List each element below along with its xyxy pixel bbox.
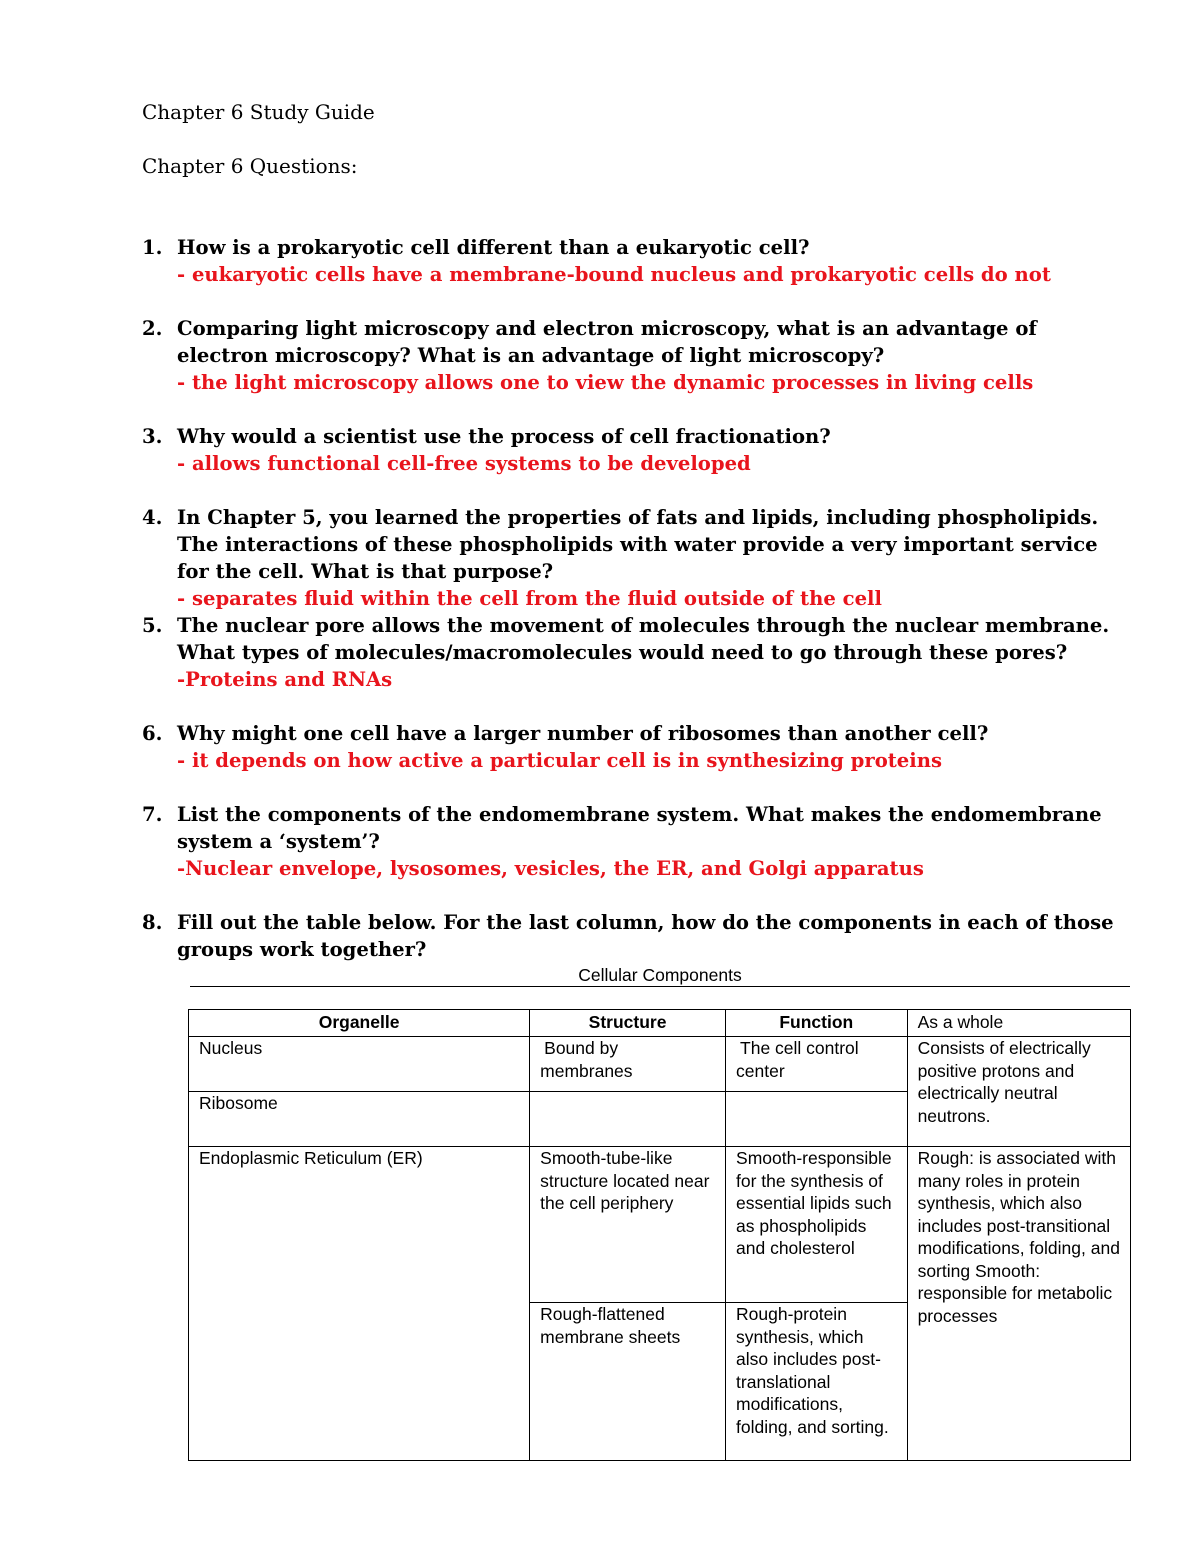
- cellular-components-table: [188, 1009, 1131, 1461]
- question-text: In Chapter 5, you learned the properties of fats and lipids, including phospholipids. The interactions of these phospholipids with water provide a very important service for the cell. What is that purpose?: [177, 506, 1099, 583]
- cell-organelle: Ribosome: [189, 1092, 530, 1147]
- header-structure: Structure: [530, 1010, 726, 1037]
- question-item: [142, 720, 1132, 774]
- question-item: [142, 234, 1132, 288]
- table-row: [189, 1037, 1131, 1092]
- header-organelle: Organelle: [189, 1010, 530, 1037]
- cell-function: [726, 1037, 908, 1092]
- answer-text: - allows functional cell-free systems to be developed: [177, 452, 751, 475]
- header-as-a-whole: As a whole: [907, 1010, 1130, 1037]
- question-number: 1.: [142, 236, 163, 259]
- answer-text: - the light microscopy allows one to view the dynamic processes in living cells: [177, 371, 1034, 394]
- question-number: 2.: [142, 317, 163, 340]
- question-list: [142, 234, 1132, 963]
- question-item: [142, 612, 1132, 693]
- answer-text: - eukaryotic cells have a membrane-bound nucleus and prokaryotic cells do not: [177, 263, 1051, 286]
- question-item: [142, 423, 1132, 477]
- question-number: 4.: [142, 506, 163, 529]
- cell-function: Rough-protein synthesis, which also includes post-translational modifications, folding, and sorting.: [726, 1303, 908, 1461]
- question-text: Comparing light microscopy and electron microscopy, what is an advantage of electron microscopy? What is an advantage of light microscopy?: [177, 317, 1037, 367]
- answer-text: - it depends on how active a particular cell is in synthesizing proteins: [177, 749, 942, 772]
- question-number: 7.: [142, 803, 163, 826]
- cell-as-a-whole: Rough: is associated with many roles in protein synthesis, which also includes post-transitional modifications, folding, and sorting Smooth: responsible for metabolic processes: [907, 1147, 1130, 1461]
- cell-organelle: Endoplasmic Reticulum (ER): [189, 1147, 530, 1461]
- question-text: The nuclear pore allows the movement of molecules through the nuclear membrane. What types of molecules/macromolecules would need to go through these pores?: [177, 614, 1110, 664]
- table-row: [189, 1147, 1131, 1303]
- question-item: [142, 909, 1132, 963]
- cell-structure: [530, 1092, 726, 1147]
- cell-function: [726, 1092, 908, 1147]
- question-text: How is a prokaryotic cell different than a eukaryotic cell?: [177, 236, 810, 259]
- question-number: 3.: [142, 425, 163, 448]
- header-function: Function: [726, 1010, 908, 1037]
- page-title: Chapter 6 Study Guide: [142, 100, 375, 124]
- question-text: Fill out the table below. For the last column, how do the components in each of those groups work together?: [177, 911, 1114, 961]
- question-item: [142, 504, 1132, 612]
- table-header-row: [189, 1010, 1131, 1037]
- cell-function: Smooth-responsible for the synthesis of essential lipids such as phospholipids and cholesterol: [726, 1147, 908, 1303]
- section-title: Chapter 6 Questions:: [142, 154, 358, 178]
- cell-structure: Rough-flattened membrane sheets: [530, 1303, 726, 1461]
- question-number: 8.: [142, 911, 163, 934]
- question-item: [142, 801, 1132, 882]
- cell-structure: Smooth-tube-like structure located near the cell periphery: [530, 1147, 726, 1303]
- cell-structure: [530, 1037, 726, 1092]
- answer-text: -Nuclear envelope, lysosomes, vesicles, the ER, and Golgi apparatus: [177, 857, 924, 880]
- cell-as-a-whole: Consists of electrically positive protons and electrically neutral neutrons.: [907, 1037, 1130, 1147]
- question-number: 6.: [142, 722, 163, 745]
- table-caption: Cellular Components: [190, 964, 1130, 987]
- answer-text: -Proteins and RNAs: [177, 668, 393, 691]
- question-item: [142, 315, 1132, 396]
- question-text: List the components of the endomembrane system. What makes the endomembrane system a ‘system’?: [177, 803, 1102, 853]
- question-text: Why would a scientist use the process of cell fractionation?: [177, 425, 831, 448]
- cell-function-text: The cell control center: [736, 1038, 859, 1081]
- question-text: Why might one cell have a larger number of ribosomes than another cell?: [177, 722, 989, 745]
- cell-structure-text: Bound by membranes: [540, 1038, 633, 1081]
- answer-text: - separates fluid within the cell from the fluid outside of the cell: [177, 587, 882, 610]
- cell-organelle: Nucleus: [189, 1037, 530, 1092]
- question-number: 5.: [142, 614, 163, 637]
